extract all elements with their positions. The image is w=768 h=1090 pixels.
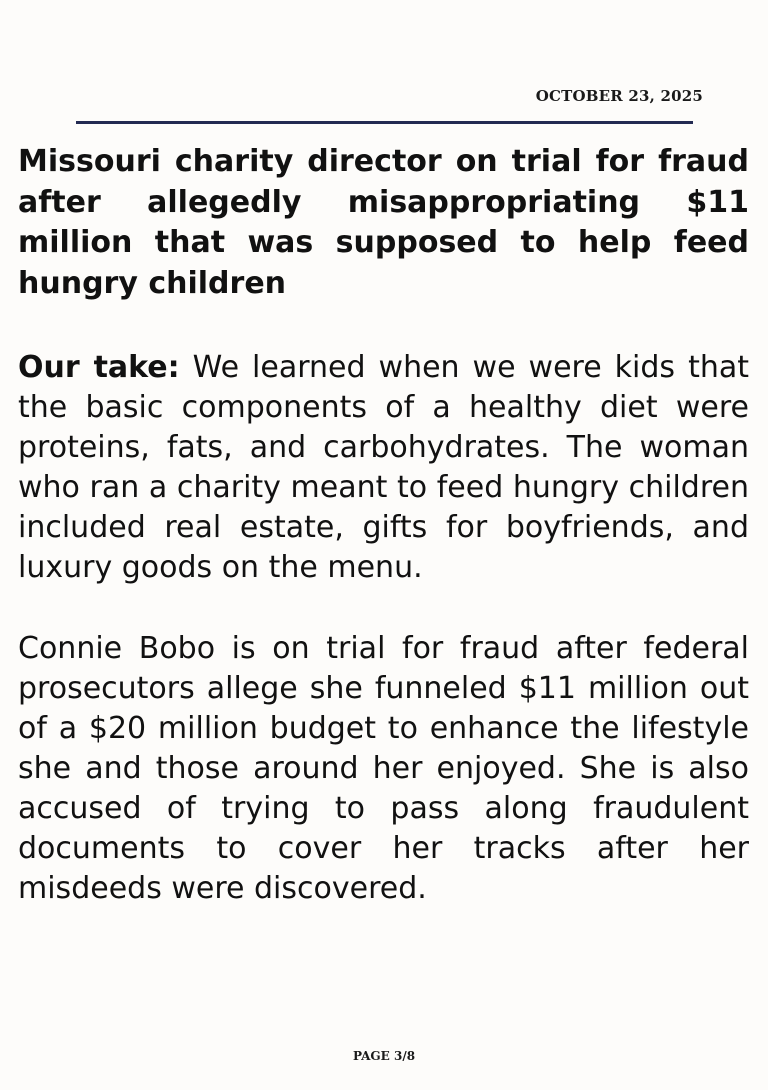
our-take-label: Our take: (18, 350, 180, 385)
body-paragraph: Connie Bobo is on trial for fraud after federal prosecutors allege she funneled $11 million out of a $20 million budget to enhance the lifestyle she and those around her enjoyed. She is also accused of trying to pass along fraudulent documents to cover her tracks after her misdeeds were discovered. (18, 631, 749, 906)
article-date: OCTOBER 23, 2025 (535, 87, 703, 105)
our-take-text: We learned when we were kids that the basic components of a healthy diet were proteins, fats, and carbohydrates. The woman who ran a charity meant to feed hungry children included real estate, gifts for boyfriends, and luxury goods on the menu. (18, 350, 749, 585)
our-take-paragraph (18, 348, 749, 588)
article-headline: Missouri charity director on trial for fraud after allegedly misappropriating $11 million that was supposed to help feed hungry children (18, 144, 749, 301)
page-number: PAGE 3/8 (352, 1049, 416, 1063)
header-divider (76, 121, 693, 124)
